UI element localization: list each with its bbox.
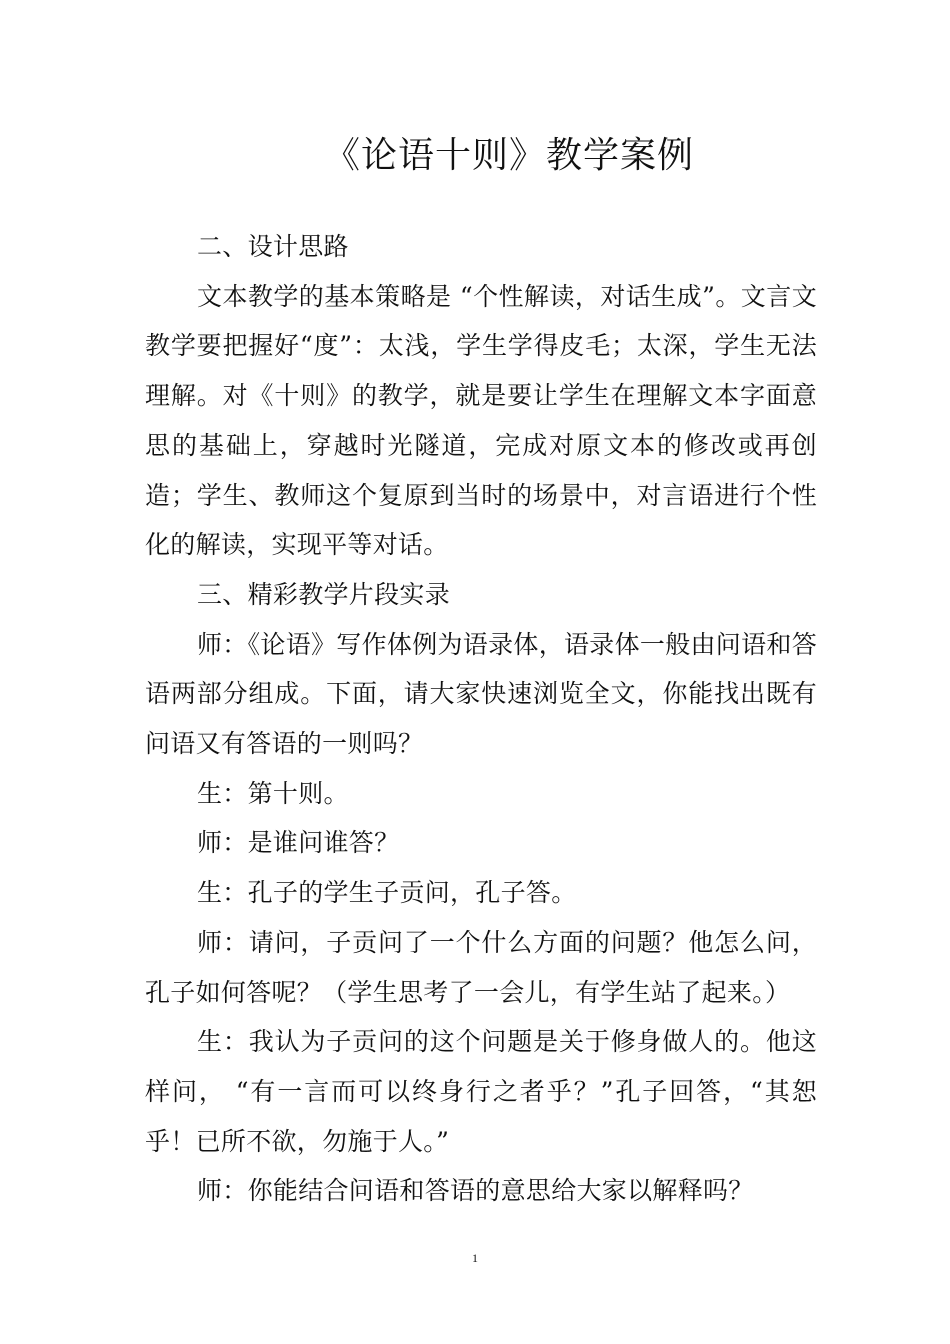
document-body — [145, 222, 817, 1216]
dialogue-line: 师：是谁问谁答？ — [197, 828, 400, 858]
document-title: 《论语十则》教学案例 — [323, 135, 694, 176]
page-number: 1 — [472, 1251, 478, 1265]
dialogue-line: 生：我认为子贡问的这个问题是关于修身做人的。他这样问， “有一言而可以终身行之者乎？”孔子回答，“其恕乎！已所不欲，勿施于人。” — [145, 1027, 817, 1156]
section-heading-design: 二、设计思路 — [197, 232, 349, 261]
dialogue-line: 师：你能结合问语和答语的意思给大家以解释吗？ — [197, 1176, 754, 1206]
dialogue-line: 生：第十则。 — [197, 778, 349, 808]
dialogue-line: 生：孔子的学生子贡问，孔子答。 — [197, 878, 577, 908]
section-heading-record: 三、精彩教学片段实录 — [197, 579, 451, 609]
paragraph-strategy: 文本教学的基本策略是 “个性解读，对话生成”。文言文教学要把握好“度”：太浅，学生学得皮毛；太深，学生无法理解。对《十则》的教学，就是要让学生在理解文本字面意思的基础上，穿越时光隧道，完成对原文本的修改或再创造；学生、教师这个复原到当时的场景中，对言语进行个性化的解读，实现平等对话。 — [145, 281, 817, 560]
dialogue-line: 师：《论语》写作体例为语录体，语录体一般由问语和答语两部分组成。下面，请大家快速浏览全文，你能找出既有问语又有答语的一则吗？ — [145, 629, 818, 759]
dialogue-line: 师：请问，子贡问了一个什么方面的问题？他怎么问，孔子如何答呢？（学生思考了一会儿，有学生站了起来。） — [145, 927, 817, 1007]
